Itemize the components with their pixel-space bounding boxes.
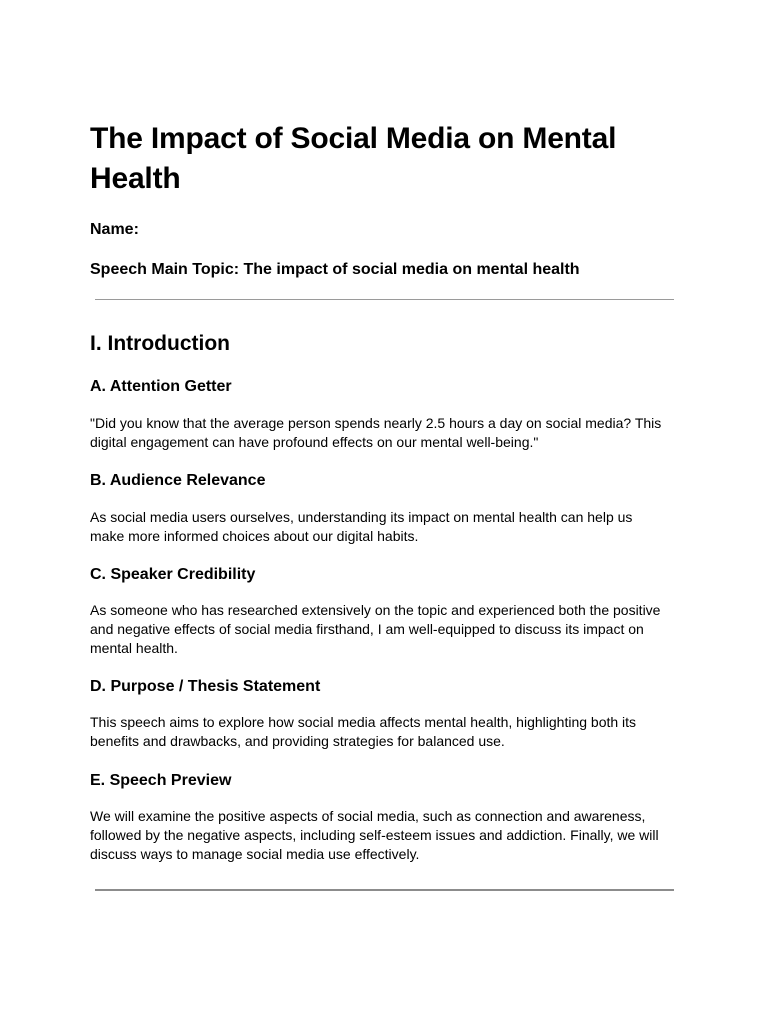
speech-preview-text: We will examine the positive aspects of social media, such as connection and awareness, followed by the negative aspects, including self-esteem issues and addiction. Finally, we will discuss ways to manage social media use effectively. [90, 808, 659, 862]
main-topic-line: Speech Main Topic: The impact of social media on mental health [90, 261, 580, 278]
speaker-credibility-text: As someone who has researched extensively on the topic and experienced both the positive and negative effects of social media firsthand, I am well-equipped to discuss its impact on mental health. [90, 602, 661, 656]
document-title: The Impact of Social Media on Mental Health [90, 122, 617, 195]
speech-preview-heading: E. Speech Preview [90, 772, 232, 789]
audience-relevance-text: As social media users ourselves, understanding its impact on mental health can help us make more informed choices about our digital habits. [90, 509, 633, 544]
attention-getter-heading: A. Attention Getter [90, 378, 232, 395]
speaker-credibility-heading: C. Speaker Credibility [90, 566, 256, 583]
introduction-heading: I. Introduction [90, 332, 230, 355]
name-label: Name: [90, 221, 139, 238]
bottom-divider [95, 889, 674, 891]
top-divider [95, 299, 674, 300]
purpose-thesis-heading: D. Purpose / Thesis Statement [90, 678, 321, 695]
purpose-thesis-text: This speech aims to explore how social media affects mental health, highlighting both its benefits and drawbacks, and providing strategies for balanced use. [90, 714, 637, 749]
attention-getter-text: "Did you know that the average person spends nearly 2.5 hours a day on social media? This digital engagement can have profound effects on our mental well-being." [90, 415, 662, 450]
audience-relevance-heading: B. Audience Relevance [90, 472, 266, 489]
